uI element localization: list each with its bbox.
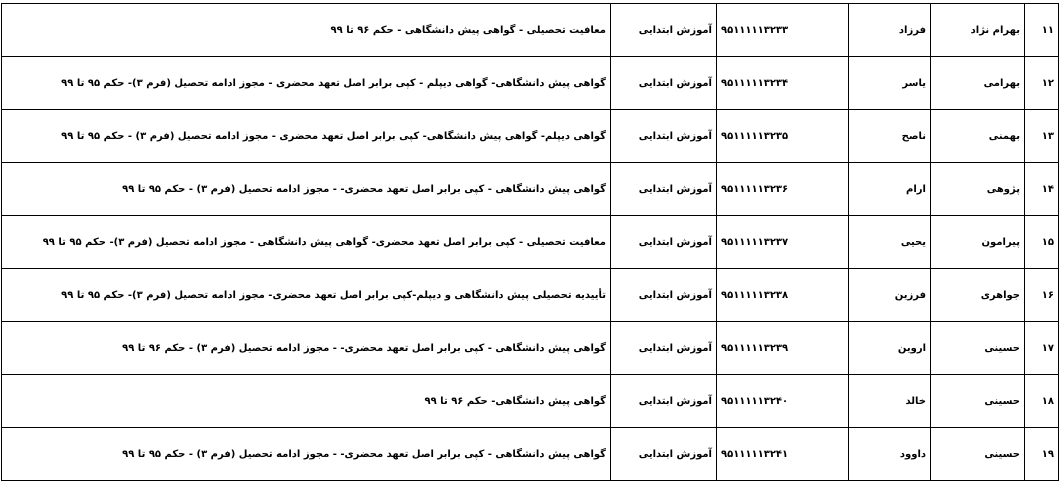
- table-row: [2, 269, 1059, 322]
- row-number-cell: ۱۴: [1025, 163, 1059, 216]
- student-id-cell: ۹۵۱۱۱۱۱۳۲۳۳: [717, 4, 849, 57]
- documents-cell: گواهی پیش دانشگاهی- گواهی دیپلم - کپی برابر اصل تعهد محضری - مجوز ادامه تحصیل (فرم ۳)- حکم ۹۵ تا ۹۹: [2, 57, 611, 110]
- table-row: [2, 375, 1059, 428]
- first-name-cell: اروین: [849, 322, 931, 375]
- first-name-cell: ارام: [849, 163, 931, 216]
- last-name-cell: حسینی: [931, 322, 1025, 375]
- field-of-study-cell: آموزش ابتدایی: [611, 269, 717, 322]
- field-of-study-cell: آموزش ابتدایی: [611, 163, 717, 216]
- first-name-cell: داوود: [849, 428, 931, 481]
- last-name-cell: بهمنی: [931, 110, 1025, 163]
- last-name-cell: جواهری: [931, 269, 1025, 322]
- last-name-cell: بهرامی: [931, 57, 1025, 110]
- table-row: [2, 428, 1059, 481]
- field-of-study-cell: آموزش ابتدایی: [611, 57, 717, 110]
- first-name-cell: فرزین: [849, 269, 931, 322]
- documents-cell: تأییدیه تحصیلی پیش دانشگاهی و دیپلم-کپی برابر اصل تعهد محضری- مجوز ادامه تحصیل (فرم ۳)- حکم ۹۵ تا ۹۹: [2, 269, 611, 322]
- first-name-cell: خالد: [849, 375, 931, 428]
- student-id-cell: ۹۵۱۱۱۱۱۳۲۴۱: [717, 428, 849, 481]
- table-body: [2, 4, 1059, 481]
- student-records-table: [1, 3, 1059, 481]
- field-of-study-cell: آموزش ابتدایی: [611, 428, 717, 481]
- documents-cell: گواهی پیش دانشگاهی- حکم ۹۶ تا ۹۹: [2, 375, 611, 428]
- documents-cell: گواهی پیش دانشگاهی - کپی برابر اصل تعهد محضری- - مجوز ادامه تحصیل (فرم ۳) - حکم ۹۵ تا ۹۹: [2, 428, 611, 481]
- last-name-cell: حسینی: [931, 375, 1025, 428]
- student-id-cell: ۹۵۱۱۱۱۱۳۲۳۶: [717, 163, 849, 216]
- table-row: [2, 322, 1059, 375]
- documents-cell: گواهی پیش دانشگاهی - کپی برابر اصل تعهد محضری- - مجوز ادامه تحصیل (فرم ۳) - حکم ۹۵ تا ۹۹: [2, 163, 611, 216]
- documents-cell: گواهی دیپلم- گواهی پیش دانشگاهی- کپی برابر اصل تعهد محضری - مجوز ادامه تحصیل (فرم ۳) - حکم ۹۵ تا ۹۹: [2, 110, 611, 163]
- field-of-study-cell: آموزش ابتدایی: [611, 322, 717, 375]
- student-id-cell: ۹۵۱۱۱۱۱۳۲۴۰: [717, 375, 849, 428]
- table-row: [2, 57, 1059, 110]
- last-name-cell: پیرامون: [931, 216, 1025, 269]
- row-number-cell: ۱۳: [1025, 110, 1059, 163]
- last-name-cell: حسینی: [931, 428, 1025, 481]
- row-number-cell: ۱۲: [1025, 57, 1059, 110]
- student-id-cell: ۹۵۱۱۱۱۱۳۲۳۴: [717, 57, 849, 110]
- student-id-cell: ۹۵۱۱۱۱۱۳۲۳۹: [717, 322, 849, 375]
- row-number-cell: ۱۸: [1025, 375, 1059, 428]
- last-name-cell: پژوهی: [931, 163, 1025, 216]
- row-number-cell: ۱۹: [1025, 428, 1059, 481]
- field-of-study-cell: آموزش ابتدایی: [611, 216, 717, 269]
- first-name-cell: فرزاد: [849, 4, 931, 57]
- last-name-cell: بهرام نژاد: [931, 4, 1025, 57]
- documents-cell: گواهی پیش دانشگاهی - کپی برابر اصل تعهد محضری- - مجوز ادامه تحصیل (فرم ۳) - حکم ۹۶ تا ۹۹: [2, 322, 611, 375]
- first-name-cell: ناصح: [849, 110, 931, 163]
- table-row: [2, 163, 1059, 216]
- table-row: [2, 4, 1059, 57]
- field-of-study-cell: آموزش ابتدایی: [611, 375, 717, 428]
- row-number-cell: ۱۱: [1025, 4, 1059, 57]
- table-row: [2, 110, 1059, 163]
- first-name-cell: یحیی: [849, 216, 931, 269]
- row-number-cell: ۱۶: [1025, 269, 1059, 322]
- table-row: [2, 216, 1059, 269]
- documents-cell: معافیت تحصیلی - کپی برابر اصل تعهد محضری- گواهی پیش دانشگاهی - مجوز ادامه تحصیل (فرم ۳)- حکم ۹۵ تا ۹۹: [2, 216, 611, 269]
- student-id-cell: ۹۵۱۱۱۱۱۳۲۳۵: [717, 110, 849, 163]
- field-of-study-cell: آموزش ابتدایی: [611, 110, 717, 163]
- documents-cell: معافیت تحصیلی - گواهی پیش دانشگاهی - حکم ۹۶ تا ۹۹: [2, 4, 611, 57]
- row-number-cell: ۱۵: [1025, 216, 1059, 269]
- student-id-cell: ۹۵۱۱۱۱۱۳۲۳۷: [717, 216, 849, 269]
- field-of-study-cell: آموزش ابتدایی: [611, 4, 717, 57]
- row-number-cell: ۱۷: [1025, 322, 1059, 375]
- first-name-cell: یاسر: [849, 57, 931, 110]
- student-id-cell: ۹۵۱۱۱۱۱۳۲۳۸: [717, 269, 849, 322]
